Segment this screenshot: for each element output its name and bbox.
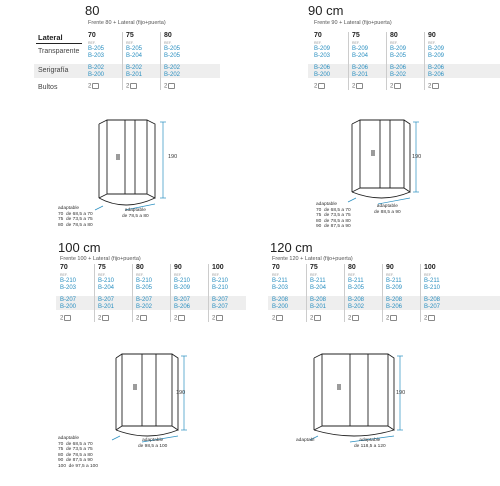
package-icon [314,315,321,321]
transparente-code: B-210 [98,278,115,284]
serigrafia-code: B-207 [60,297,77,303]
section-subtitle: Frente 120 + Lateral (fijo+puerta) [272,256,353,262]
section-subtitle: Frente 80 + Lateral (fijo+puerta) [88,20,166,26]
bultos-value: 2 [174,315,178,322]
ref-label: REF. [386,273,394,277]
serigrafia-code: B-200 [60,304,77,310]
bultos-value: 2 [164,83,168,90]
bultos-count [212,315,223,322]
serigrafia-code: B-202 [164,65,181,71]
transparente-code: B-209 [428,53,445,59]
serigrafia-code: B-207 [174,297,191,303]
column-divider [306,264,307,322]
section-title: 90 cm [308,3,344,18]
section-100 [0,240,250,486]
bultos-value: 2 [314,83,318,90]
ref-label: REF. [314,41,322,45]
serigrafia-code: B-202 [126,65,143,71]
side-adaptable-text: adaptable 70 de 68,5 a 70 75 de 73,5 a 75 80 de 78,5 a 80 [58,206,93,228]
column-width-header: 80 [136,264,144,271]
transparente-code: B-203 [272,285,289,291]
bultos-count [348,315,359,322]
bultos-value: 2 [272,315,276,322]
column-width-header: 90 [428,32,436,39]
column-divider [382,264,383,322]
bultos-value: 2 [348,315,352,322]
transparente-code: B-203 [314,53,331,59]
transparente-code: B-209 [390,46,407,52]
section-title: 80 [85,3,100,18]
transparente-code: B-205 [390,53,407,59]
column-width-header: 80 [348,264,356,271]
bultos-count [164,83,175,90]
bultos-value: 2 [390,83,394,90]
ref-label: REF. [348,273,356,277]
package-icon [432,83,439,89]
transparente-code: B-209 [386,285,403,291]
package-icon [92,83,99,89]
column-divider [132,264,133,322]
bultos-count [428,83,439,90]
column-width-header: 70 [88,32,96,39]
side-adaptable-text: adaptabl [296,438,315,443]
package-icon [356,83,363,89]
serigrafia-code: B-202 [348,304,365,310]
column-width-header: 70 [314,32,322,39]
row-label-bultos: Bultos [38,84,58,91]
ref-label: REF. [174,273,182,277]
bultos-count [98,315,109,322]
table-header-rule [36,43,82,44]
column-divider [420,264,421,322]
ref-label: REF. [98,273,106,277]
column-divider [424,32,425,90]
transparente-code: B-204 [126,53,143,59]
bultos-count [136,315,147,322]
package-icon [216,315,223,321]
bultos-count [126,83,137,90]
bultos-count [386,315,397,322]
column-width-header: 100 [424,264,436,271]
height-dimension: 190 [412,154,422,160]
column-width-header: 80 [390,32,398,39]
column-divider [122,32,123,90]
serigrafia-code: B-206 [174,304,191,310]
transparente-code: B-211 [386,278,402,284]
serigrafia-code: B-206 [390,65,407,71]
column-width-header: 75 [98,264,106,271]
transparente-code: B-209 [314,46,331,52]
serigrafia-code: B-201 [126,72,143,78]
package-icon [130,83,137,89]
transparente-code: B-209 [428,46,445,52]
column-width-header: 70 [272,264,280,271]
transparente-code: B-210 [212,278,229,284]
ref-label: REF. [164,41,172,45]
transparente-code: B-203 [60,285,77,291]
transparente-code: B-203 [88,53,105,59]
row-label-lateral: Lateral [38,33,63,42]
height-dimension: 190 [176,390,186,396]
ref-label: REF. [428,41,436,45]
bultos-value: 2 [386,315,390,322]
bultos-value: 2 [424,315,428,322]
transparente-code: B-205 [126,46,143,52]
serigrafia-code: B-206 [352,65,369,71]
column-width-header: 75 [310,264,318,271]
transparente-code: B-211 [310,278,326,284]
serigrafia-code: B-207 [424,304,441,310]
shower-diagram [112,352,202,452]
section-title: 120 cm [270,240,313,255]
section-90 [250,0,500,240]
bultos-value: 2 [98,315,102,322]
column-width-header: 75 [126,32,134,39]
transparente-code: B-205 [348,285,365,291]
ref-label: REF. [126,41,134,45]
bultos-count [88,83,99,90]
row-label-serigrafia: Serigrafía [38,67,69,74]
package-icon [140,315,147,321]
section-subtitle: Frente 90 + Lateral (fijo+puerta) [314,20,392,26]
section-subtitle: Frente 100 + Lateral (fijo+puerta) [60,256,141,262]
transparente-code: B-211 [424,278,440,284]
bultos-value: 2 [136,315,140,322]
bultos-count [314,83,325,90]
column-divider [348,32,349,90]
bultos-count [174,315,185,322]
transparente-code: B-205 [88,46,105,52]
serigrafia-code: B-208 [424,297,441,303]
bultos-value: 2 [88,83,92,90]
bultos-count [310,315,321,322]
serigrafia-code: B-206 [386,304,403,310]
ref-label: REF. [88,41,96,45]
bultos-value: 2 [126,83,130,90]
transparente-code: B-211 [272,278,288,284]
transparente-code: B-205 [164,53,181,59]
bultos-count [272,315,283,322]
shower-diagram [95,118,185,218]
bultos-count [60,315,71,322]
column-divider [170,264,171,322]
ref-label: REF. [424,273,432,277]
column-width-header: 70 [60,264,68,271]
transparente-code: B-209 [352,46,369,52]
bultos-value: 2 [428,83,432,90]
bultos-value: 2 [212,315,216,322]
ref-label: REF. [352,41,360,45]
front-adaptable-text: adaptable de 98,5 a 100 [138,438,168,449]
column-width-header: 90 [174,264,182,271]
column-divider [344,264,345,322]
column-divider [160,32,161,90]
front-adaptable-text: adaptable de 78,5 a 80 [122,208,149,219]
serigrafia-code: B-208 [348,297,365,303]
package-icon [428,315,435,321]
transparente-code: B-209 [174,285,191,291]
serigrafia-code: B-208 [310,297,327,303]
serigrafia-code: B-201 [352,72,369,78]
serigrafia-code: B-208 [272,297,289,303]
height-dimension: 190 [168,154,178,160]
transparente-code: B-210 [424,285,441,291]
package-icon [394,83,401,89]
shower-diagram [348,118,438,218]
ref-label: REF. [310,273,318,277]
front-adaptable-text: adaptable de 118,5 a 120 [354,438,386,449]
column-width-header: 100 [212,264,224,271]
ref-label: REF. [136,273,144,277]
package-icon [390,315,397,321]
serigrafia-band [268,296,500,310]
serigrafia-code: B-207 [98,297,115,303]
transparente-code: B-211 [348,278,364,284]
package-icon [102,315,109,321]
serigrafia-code: B-207 [212,304,229,310]
package-icon [178,315,185,321]
transparente-code: B-205 [136,285,153,291]
section-title: 100 cm [58,240,101,255]
package-icon [168,83,175,89]
side-adaptable-text: adaptable 70 de 68,5 a 70 75 de 73,5 a 75 80 de 78,5 a 80 90 de 87,5 a 90 [316,202,351,229]
serigrafia-code: B-201 [310,304,327,310]
serigrafia-code: B-200 [314,72,331,78]
ref-label: REF. [212,273,220,277]
shower-diagram [310,352,410,452]
serigrafia-code: B-207 [212,297,229,303]
bultos-count [390,83,401,90]
serigrafia-code: B-207 [136,297,153,303]
bultos-value: 2 [352,83,356,90]
serigrafia-code: B-206 [428,72,445,78]
bultos-value: 2 [310,315,314,322]
serigrafia-code: B-206 [428,65,445,71]
transparente-code: B-204 [352,53,369,59]
transparente-code: B-210 [136,278,153,284]
column-divider [208,264,209,322]
bultos-count [424,315,435,322]
serigrafia-code: B-202 [390,72,407,78]
bultos-value: 2 [60,315,64,322]
column-divider [94,264,95,322]
column-width-header: 80 [164,32,172,39]
ref-label: REF. [390,41,398,45]
transparente-code: B-210 [174,278,191,284]
package-icon [64,315,71,321]
serigrafia-code: B-202 [164,72,181,78]
section-120 [250,240,500,486]
column-divider [386,32,387,90]
transparente-code: B-210 [212,285,229,291]
transparente-code: B-204 [310,285,327,291]
serigrafia-code: B-200 [88,72,105,78]
ref-label: REF. [272,273,280,277]
height-dimension: 190 [396,390,406,396]
serigrafia-code: B-208 [386,297,403,303]
serigrafia-code: B-200 [272,304,289,310]
column-width-header: 90 [386,264,394,271]
column-width-header: 75 [352,32,360,39]
bultos-count [352,83,363,90]
serigrafia-code: B-202 [136,304,153,310]
front-adaptable-text: adaptable de 88,5 a 90 [374,204,401,215]
serigrafia-code: B-206 [314,65,331,71]
serigrafia-code: B-201 [98,304,115,310]
package-icon [276,315,283,321]
transparente-code: B-210 [60,278,77,284]
package-icon [318,83,325,89]
serigrafia-code: B-202 [88,65,105,71]
package-icon [352,315,359,321]
transparente-code: B-205 [164,46,181,52]
row-label-transparente: Transparente [38,48,80,55]
ref-label: REF. [60,273,68,277]
side-adaptable-text: adaptable 70 de 68,5 a 70 75 de 73,5 a 75 80 de 78,5 a 80 90 de 87,5 a 90 100 de 97,5 a 100 [58,436,99,469]
transparente-code: B-204 [98,285,115,291]
section-80 [0,0,250,240]
